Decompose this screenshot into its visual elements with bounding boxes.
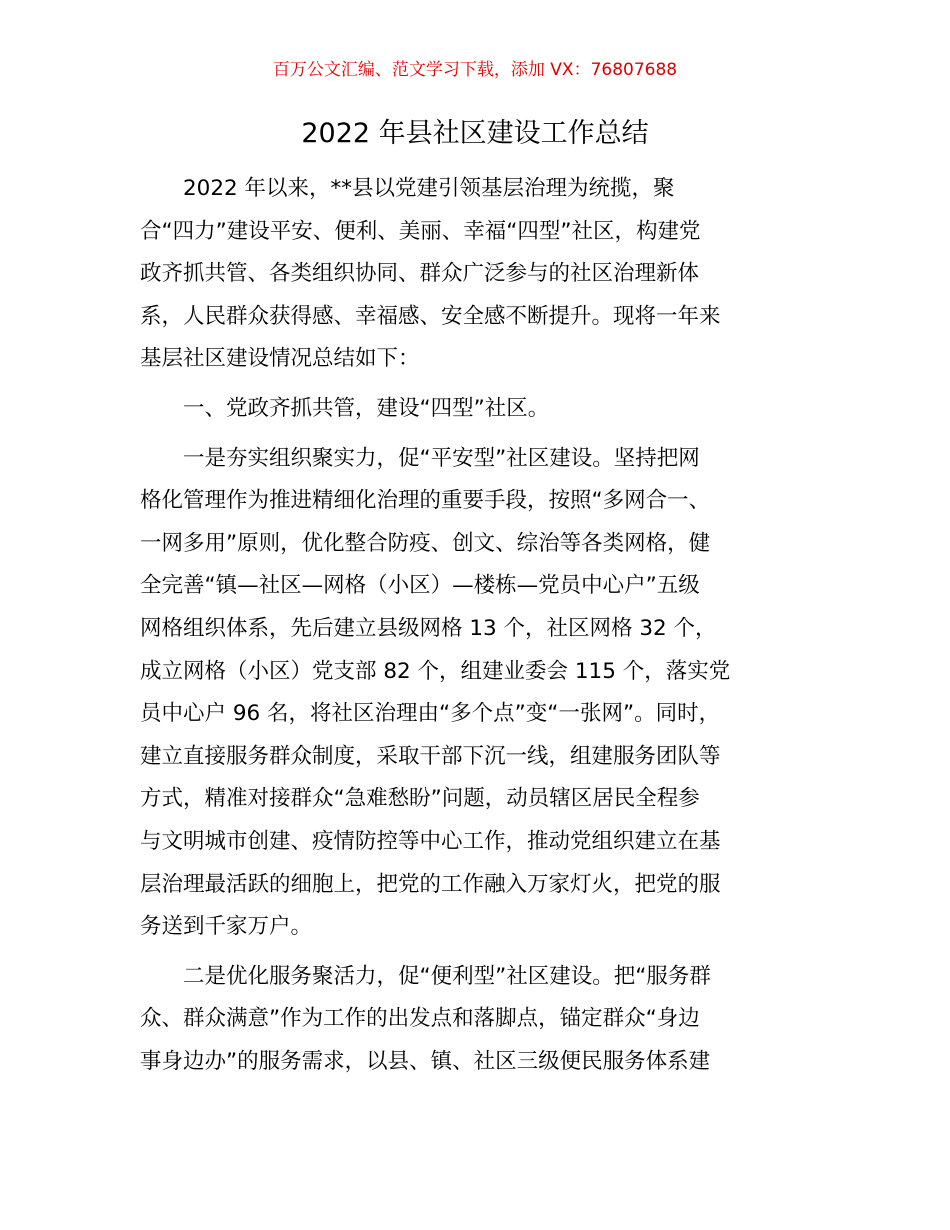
text-line: 建立直接服务群众制度，采取干部下沉一线，组建服务团队等: [140, 743, 721, 769]
text-line: 与文明城市创建、疫情防控等中心工作，推动党组织建立在基: [140, 828, 721, 854]
paragraph-gap: [140, 949, 810, 956]
text-line: 事身边办”的服务需求，以县、镇、社区三级便民服务体系建: [140, 1048, 711, 1074]
paragraph-point-two: [140, 956, 810, 1084]
paragraph-gap: [140, 381, 810, 388]
paragraph-gap: [140, 431, 810, 438]
text-line: 层治理最活跃的细胞上，把党的工作融入万家灯火，把党的服: [140, 871, 721, 897]
text-line: 一、党政齐抓共管，建设“四型”社区。: [140, 395, 550, 421]
page-title: 2022 年县社区建设工作总结: [301, 118, 649, 149]
paragraph-intro: [140, 168, 810, 381]
paragraph-point-one: [140, 438, 810, 949]
text-line: 格化管理作为推进精细化治理的重要手段，按照“多网合一、: [140, 488, 711, 514]
text-line: 务送到千家万户。: [140, 914, 313, 940]
text-line: 一是夯实组织聚实力，促“平安型”社区建设。坚持把网: [140, 445, 700, 471]
text-line: 方式，精准对接群众“急难愁盼”问题，动员辖区居民全程参: [140, 786, 700, 812]
text-line: 员中心户 96 名，将社区治理由“多个点”变“一张网”。同时，: [140, 701, 721, 727]
text-line: 成立网格（小区）党支部 82 个，组建业委会 115 个，落实党: [140, 658, 731, 684]
text-line: 二是优化服务聚活力，促“便利型”社区建设。把“服务群: [140, 963, 711, 989]
section-heading: [140, 388, 810, 431]
text-line: 2022 年以来，**县以党建引领基层治理为统揽，聚: [140, 176, 675, 201]
text-line: 网格组织体系，先后建立县级网格 13 个，社区网格 32 个，: [140, 615, 717, 641]
text-line: 众、群众满意”作为工作的出发点和落脚点，锚定群众“身边: [140, 1006, 700, 1032]
text-line: 合“四力”建设平安、便利、美丽、幸福“四型”社区，构建党: [140, 218, 701, 244]
body-text: [140, 168, 810, 1083]
text-line: 系，人民群众获得感、幸福感、安全感不断提升。现将一年来: [140, 303, 721, 329]
text-line: 政齐抓共管、各类组织协同、群众广泛参与的社区治理新体: [140, 261, 700, 287]
text-line: 一网多用”原则，优化整合防疫、创文、综治等各类网格，健: [140, 530, 711, 556]
header-note: 百万公文汇编、范文学习下载，添加 VX：76807688: [272, 60, 678, 80]
text-line: 全完善“镇—社区—网格（小区）—楼栋—党员中心户”五级: [140, 573, 700, 599]
text-line: 基层社区建设情况总结如下：: [140, 346, 420, 372]
